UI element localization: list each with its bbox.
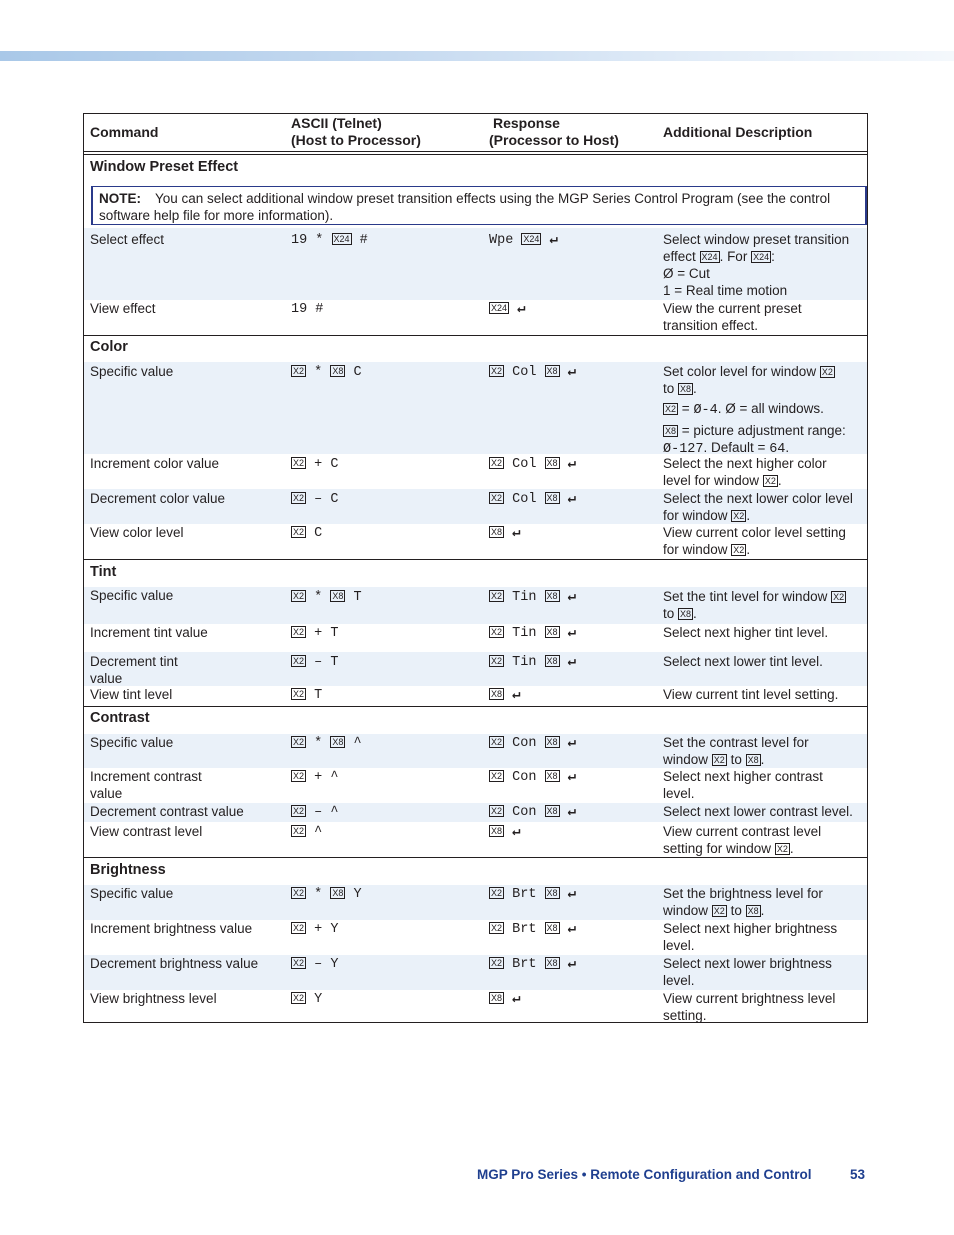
row-description: Select next higher tint level. <box>663 625 829 640</box>
row-response: X2 Tin X8 ↵ <box>491 589 577 605</box>
section-contrast: Contrast <box>90 710 150 726</box>
table-row <box>84 920 867 955</box>
row-ascii: X2 + ^ <box>293 770 339 785</box>
row-description: Select the next lower color level for window X2 . <box>663 491 853 523</box>
section-divider <box>84 335 867 336</box>
row-ascii: X2 – Y <box>293 957 339 972</box>
row-command: View effect <box>90 301 156 316</box>
row-ascii: X2 – T <box>293 655 339 670</box>
page-number: 53 <box>850 1167 866 1182</box>
row-response: X2 Tin X8 ↵ <box>491 625 577 641</box>
row-ascii: X2 + C <box>293 457 339 472</box>
row-response: X8 ↵ <box>491 991 521 1007</box>
row-response: X2 Col X8 ↵ <box>491 364 577 380</box>
top-accent-bar <box>0 51 954 61</box>
row-ascii: X2 * X8 Y <box>293 887 362 902</box>
row-command: View color level <box>90 525 184 540</box>
row-ascii: X2 C <box>293 526 323 541</box>
table-row <box>84 300 867 335</box>
footer-title: MGP Pro Series • Remote Configuration and Control <box>477 1167 812 1182</box>
table-row <box>84 955 867 990</box>
row-command: View tint level <box>90 687 173 702</box>
row-ascii: X2 + T <box>293 626 339 641</box>
section-tint: Tint <box>90 564 117 580</box>
header-ascii: ASCII (Telnet) (Host to Processor) <box>291 115 421 148</box>
section-window-preset: Window Preset Effect <box>90 159 239 175</box>
row-command: Specific value <box>90 735 174 750</box>
row-response: X2 Brt X8 ↵ <box>491 921 577 937</box>
row-command: Decrement contrast value <box>90 804 244 819</box>
section-color: Color <box>90 339 128 355</box>
row-description: Set the tint level for window X2 to X8 . <box>663 589 845 621</box>
section-divider <box>84 857 867 858</box>
row-command: Specific value <box>90 364 174 379</box>
row-command: Select effect <box>90 232 165 247</box>
row-ascii: 19 * X24 # <box>291 233 368 248</box>
row-description: View the current preset transition effect. <box>663 301 802 333</box>
row-ascii: X2 * X8 ^ <box>293 736 362 751</box>
row-command: Decrement brightness value <box>90 956 259 971</box>
table-header <box>84 114 867 152</box>
row-response: X2 Brt X8 ↵ <box>491 956 577 972</box>
table-row <box>84 686 867 706</box>
row-description: View current color level setting for window X2 . <box>663 525 846 557</box>
table-row <box>84 489 867 524</box>
row-response: X2 Con X8 ↵ <box>491 735 577 751</box>
row-ascii: X2 – C <box>293 492 339 507</box>
row-ascii: X2 * X8 C <box>293 365 362 380</box>
row-command: View brightness level <box>90 991 217 1006</box>
row-command: Decrement color value <box>90 491 226 506</box>
table-row <box>84 734 867 768</box>
table-row <box>84 454 867 489</box>
row-response: X2 Col X8 ↵ <box>491 456 577 472</box>
note-label: NOTE: <box>99 191 141 206</box>
row-response: Wpe X24 ↵ <box>489 232 558 248</box>
row-response: X2 Col X8 ↵ <box>491 491 577 507</box>
row-ascii: X2 Y <box>293 992 323 1007</box>
row-description: View current contrast level setting for window X2 . <box>663 824 822 856</box>
header-command: Command <box>90 124 159 140</box>
row-description: Set the brightness level for window X2 to X8 . <box>663 886 823 918</box>
row-ascii: 19 # <box>291 302 324 317</box>
row-description: Select next lower tint level. <box>663 654 823 669</box>
section-brightness: Brightness <box>90 862 166 878</box>
table-row <box>84 990 867 1023</box>
table-row <box>84 587 867 624</box>
row-response: X24 ↵ <box>491 301 526 317</box>
row-response: X8 ↵ <box>491 687 521 703</box>
row-ascii: X2 ^ <box>293 825 323 840</box>
row-description: Select the next higher color level for window X2 . <box>663 456 827 488</box>
row-description: Select next higher contrast level. <box>663 769 823 801</box>
table-row <box>84 822 867 857</box>
table-row <box>84 885 867 920</box>
row-response: X8 ↵ <box>491 525 521 541</box>
row-command: Increment color value <box>90 456 220 471</box>
row-ascii: X2 – ^ <box>293 805 339 820</box>
row-description: Select next lower brightness level. <box>663 956 832 988</box>
row-command: Specific value <box>90 588 174 603</box>
table-row <box>84 362 867 457</box>
row-response: X8 ↵ <box>491 824 521 840</box>
row-response: X2 Con X8 ↵ <box>491 804 577 820</box>
table-row <box>84 624 867 652</box>
row-command: Increment contrast value <box>90 769 202 801</box>
row-description: View current brightness level setting. <box>663 991 836 1023</box>
row-description: Set color level for window X2 to X8 . X2 = Ø-4. Ø = all windows. X8 = picture adjustment range: Ø-127. Default = 64. <box>663 364 846 457</box>
row-command: Specific value <box>90 886 174 901</box>
row-command: Decrement tint value <box>90 654 178 686</box>
row-ascii: X2 * X8 T <box>293 590 362 605</box>
header-divider <box>84 151 867 155</box>
header-response: Response (Processor to Host) <box>489 115 619 148</box>
note-text: You can select additional window preset transition effects using the MGP Series Control Program (see the control software help file for more information). <box>99 191 831 223</box>
table-row <box>84 228 867 300</box>
header-description: Additional Description <box>663 124 813 140</box>
row-description: View current tint level setting. <box>663 687 839 702</box>
row-ascii: X2 + Y <box>293 922 339 937</box>
row-description: Select window preset transition effect X24 . For X24 : Ø = Cut 1 = Real time motion <box>663 232 850 298</box>
row-command: Increment brightness value <box>90 921 253 936</box>
section-divider <box>84 559 867 560</box>
section-divider <box>84 706 867 707</box>
row-description: Select next higher brightness level. <box>663 921 838 953</box>
note-box <box>91 186 867 225</box>
row-description: Select next lower contrast level. <box>663 804 853 819</box>
row-description: Set the contrast level for window X2 to X8 . <box>663 735 809 767</box>
table-row <box>84 652 867 686</box>
command-table <box>83 113 868 1023</box>
row-response: X2 Con X8 ↵ <box>491 769 577 785</box>
row-ascii: X2 T <box>293 688 323 703</box>
table-row <box>84 768 867 803</box>
row-response: X2 Tin X8 ↵ <box>491 654 577 670</box>
table-row <box>84 803 867 822</box>
row-command: View contrast level <box>90 824 203 839</box>
row-command: Increment tint value <box>90 625 208 640</box>
table-row <box>84 524 867 559</box>
row-response: X2 Brt X8 ↵ <box>491 886 577 902</box>
